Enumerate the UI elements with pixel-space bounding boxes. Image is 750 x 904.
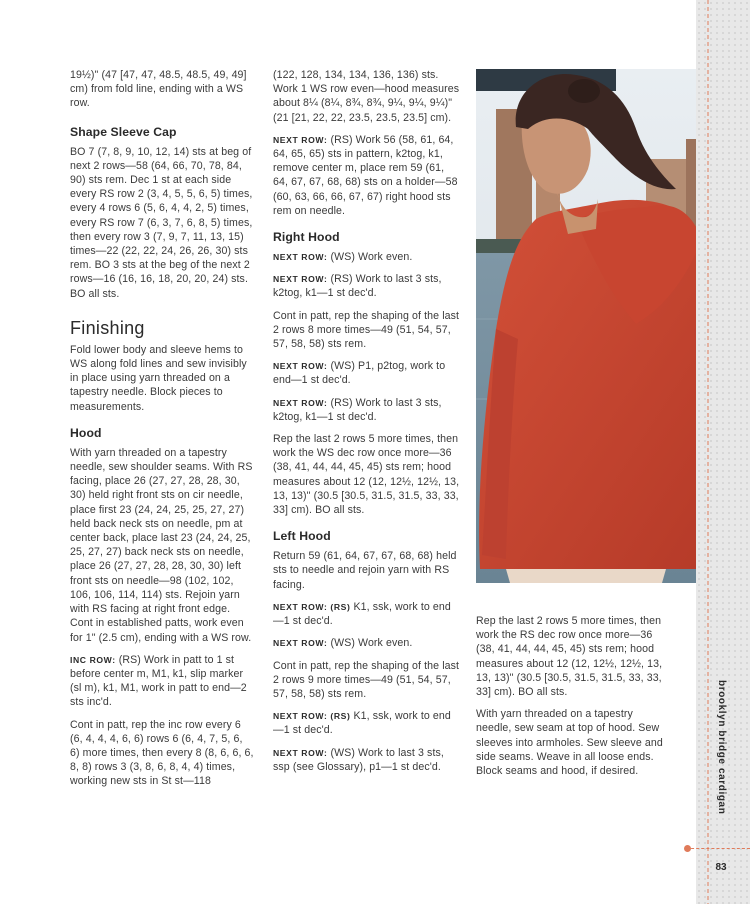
instruction-row — [273, 250, 461, 264]
row-text: (RS) Work to last 3 sts, k2tog, k1—1 st dec'd. — [273, 396, 442, 423]
section-heading-shape-sleeve-cap: Shape Sleeve Cap — [70, 124, 177, 139]
row-text: K1, ssk, work to end—1 st dec'd. — [273, 600, 451, 628]
instruction-row — [273, 709, 461, 737]
row-label: NEXT ROW: — [273, 134, 328, 145]
paragraph: Rep the last 2 rows 5 more times, then work the WS dec row once more—36 (38, 41, 44, 44, 45, 45) sts rem; hood measures about 12 (12, 12½, 12½, 13, 13, 13)" (30.5 [30.5, 31.5, 31.5, 33, 33, 33] cm). BO all sts. — [273, 433, 460, 517]
row-label: NEXT ROW: — [273, 397, 328, 408]
row-label: NEXT ROW: — [273, 252, 328, 263]
paragraph: Cont in patt, rep the inc row every 6 (6, 4, 4, 4, 6, 6) rows 6 (6, 4, 7, 5, 6, 6) more times, then every 8 (8, 6, 6, 6, 8, 8) rows 3 (3, 8, 6, 8, 4, 4) times, working new sts in St st—118 — [70, 718, 254, 788]
accent-dot-icon — [684, 845, 691, 852]
row-text: (WS) Work even. — [330, 637, 413, 650]
paragraph: With yarn threaded on a tapestry needle, sew seam at top of hood. Sew sleeves into armholes. Sew sleeve and side seams. Weave in all loose ends. Block seams and hood, if desired. — [476, 708, 663, 778]
paragraph: BO 7 (7, 8, 9, 10, 12, 14) sts at beg of next 2 rows—58 (64, 66, 70, 78, 84, 90) sts rem. Dec 1 st at each side every RS row 2 (3, 4, 5, 5, 6, 5) times, every 4 rows 6 (5, 6, 4, 4, 2, 5) times, every RS row 7 (6, 3, 7, 6, 8, 5) times, then every row 3 (7, 9, 7, 11, 13, 15) times—22 (22, 22, 24, 26, 26, 30) sts rem. BO 3 sts at the beg of the next 2 rows—16 (16, 16, 18, 20, 20, 24) sts. BO all sts. — [70, 145, 253, 300]
row-text: (RS) Work to last 3 sts, k2tog, k1—1 st dec'd. — [273, 273, 442, 300]
section-heading-left-hood: Left Hood — [273, 529, 331, 544]
row-label: NEXT ROW: — [273, 274, 328, 285]
section-heading-finishing: Finishing — [70, 317, 145, 338]
instruction-row — [273, 746, 461, 774]
text-column-1 — [70, 68, 254, 797]
row-label: NEXT ROW: (RS) — [273, 601, 351, 612]
row-label: NEXT ROW: — [273, 361, 328, 372]
row-text: (RS) Work 56 (58, 61, 64, 64, 65, 65) sts in pattern, k2tog, k1, remove center m, place rem 59 (61, 64, 67, 67, 68, 68) sts on a holder—58 (60, 63, 66, 66, 67, 67) right hood sts rem on needle. — [273, 133, 458, 217]
instruction-row — [273, 272, 461, 300]
row-text: (WS) P1, p2tog, work to end—1 st dec'd. — [273, 360, 446, 387]
row-text: (RS) Work in patt to 1 st before center m, M1, k1, slip marker (sl m), k1, M1, work in patt to end—2 sts inc'd. — [70, 653, 247, 709]
row-label: NEXT ROW: (RS) — [273, 711, 351, 722]
paragraph: Cont in patt, rep the shaping of the last 2 rows 9 more times—49 (51, 54, 57, 57, 58, 58) sts rem. — [273, 659, 460, 700]
page-number: 83 — [715, 862, 727, 873]
instruction-row — [273, 600, 461, 628]
text-column-3 — [476, 614, 666, 786]
instruction-row — [273, 396, 461, 424]
paragraph: (122, 128, 134, 134, 136, 136) sts. Work 1 WS row even—hood measures about 8¼ (8¼, 8¾, 8¾, 9¼, 9¼, 9¼)" (21 [21, 22, 22, 23.5, 23.5, 23.5] cm). — [273, 69, 460, 124]
row-label: NEXT ROW: — [273, 747, 328, 758]
row-text: (WS) Work to last 3 sts, ssp (see Glossary), p1—1 st dec'd. — [273, 746, 444, 773]
row-text: (WS) Work even. — [330, 251, 413, 264]
paragraph: 19½)" (47 [47, 47, 48.5, 48.5, 49, 49] cm) from fold line, ending with a WS row. — [70, 69, 247, 110]
paragraph: Fold lower body and sleeve hems to WS along fold lines and sew invisibly in place using yarn threaded on a tapestry needle. Block pieces to measurements. — [70, 343, 247, 413]
running-title: brooklyn bridge cardigan — [716, 680, 727, 815]
text-column-2 — [273, 68, 461, 782]
row-label: INC ROW: — [70, 654, 116, 665]
paragraph: With yarn threaded on a tapestry needle, sew shoulder seams. With RS facing, place 26 (27, 27, 28, 28, 30, 30) held right front sts on cir needle, place first 23 (24, 24, 25, 25, 27, 27) held back neck sts on needle, pm at center back, place last 23 (24, 24, 25, 25, 27, 27) back neck sts on needle, place 26 (27, 27, 28, 28, 30, 30) left front sts on needle—98 (102, 102, 106, 106, 114, 114) sts. Rejoin yarn with RS facing at right front edge. Cont in established patts, work even for 1" (2.5 cm), ending with a WS row. — [70, 446, 253, 644]
row-text: K1, ssk, work to end—1 st dec'd. — [273, 710, 451, 737]
paragraph: Rep the last 2 rows 5 more times, then work the RS dec row once more—36 (38, 41, 44, 44, 45, 45) sts rem; hood measures about 12 (12, 12½, 12½, 13, 13, 13)" (30.5 [30.5, 31.5, 31.5, 33, 33, 33] cm). BO all sts. — [476, 615, 663, 699]
paragraph: Cont in patt, rep the shaping of the last 2 rows 8 more times—49 (51, 54, 57, 57, 58, 58) sts rem. — [273, 309, 460, 351]
divider — [686, 848, 750, 849]
instruction-row — [273, 133, 461, 218]
instruction-row — [70, 653, 254, 710]
section-heading-hood: Hood — [70, 425, 102, 440]
row-label: NEXT ROW: — [273, 638, 328, 649]
instruction-row — [273, 636, 461, 650]
section-heading-right-hood: Right Hood — [273, 230, 340, 245]
paragraph: Return 59 (61, 64, 67, 67, 68, 68) held sts to needle and rejoin yarn with RS facing. — [273, 550, 457, 591]
instruction-row — [273, 359, 461, 387]
